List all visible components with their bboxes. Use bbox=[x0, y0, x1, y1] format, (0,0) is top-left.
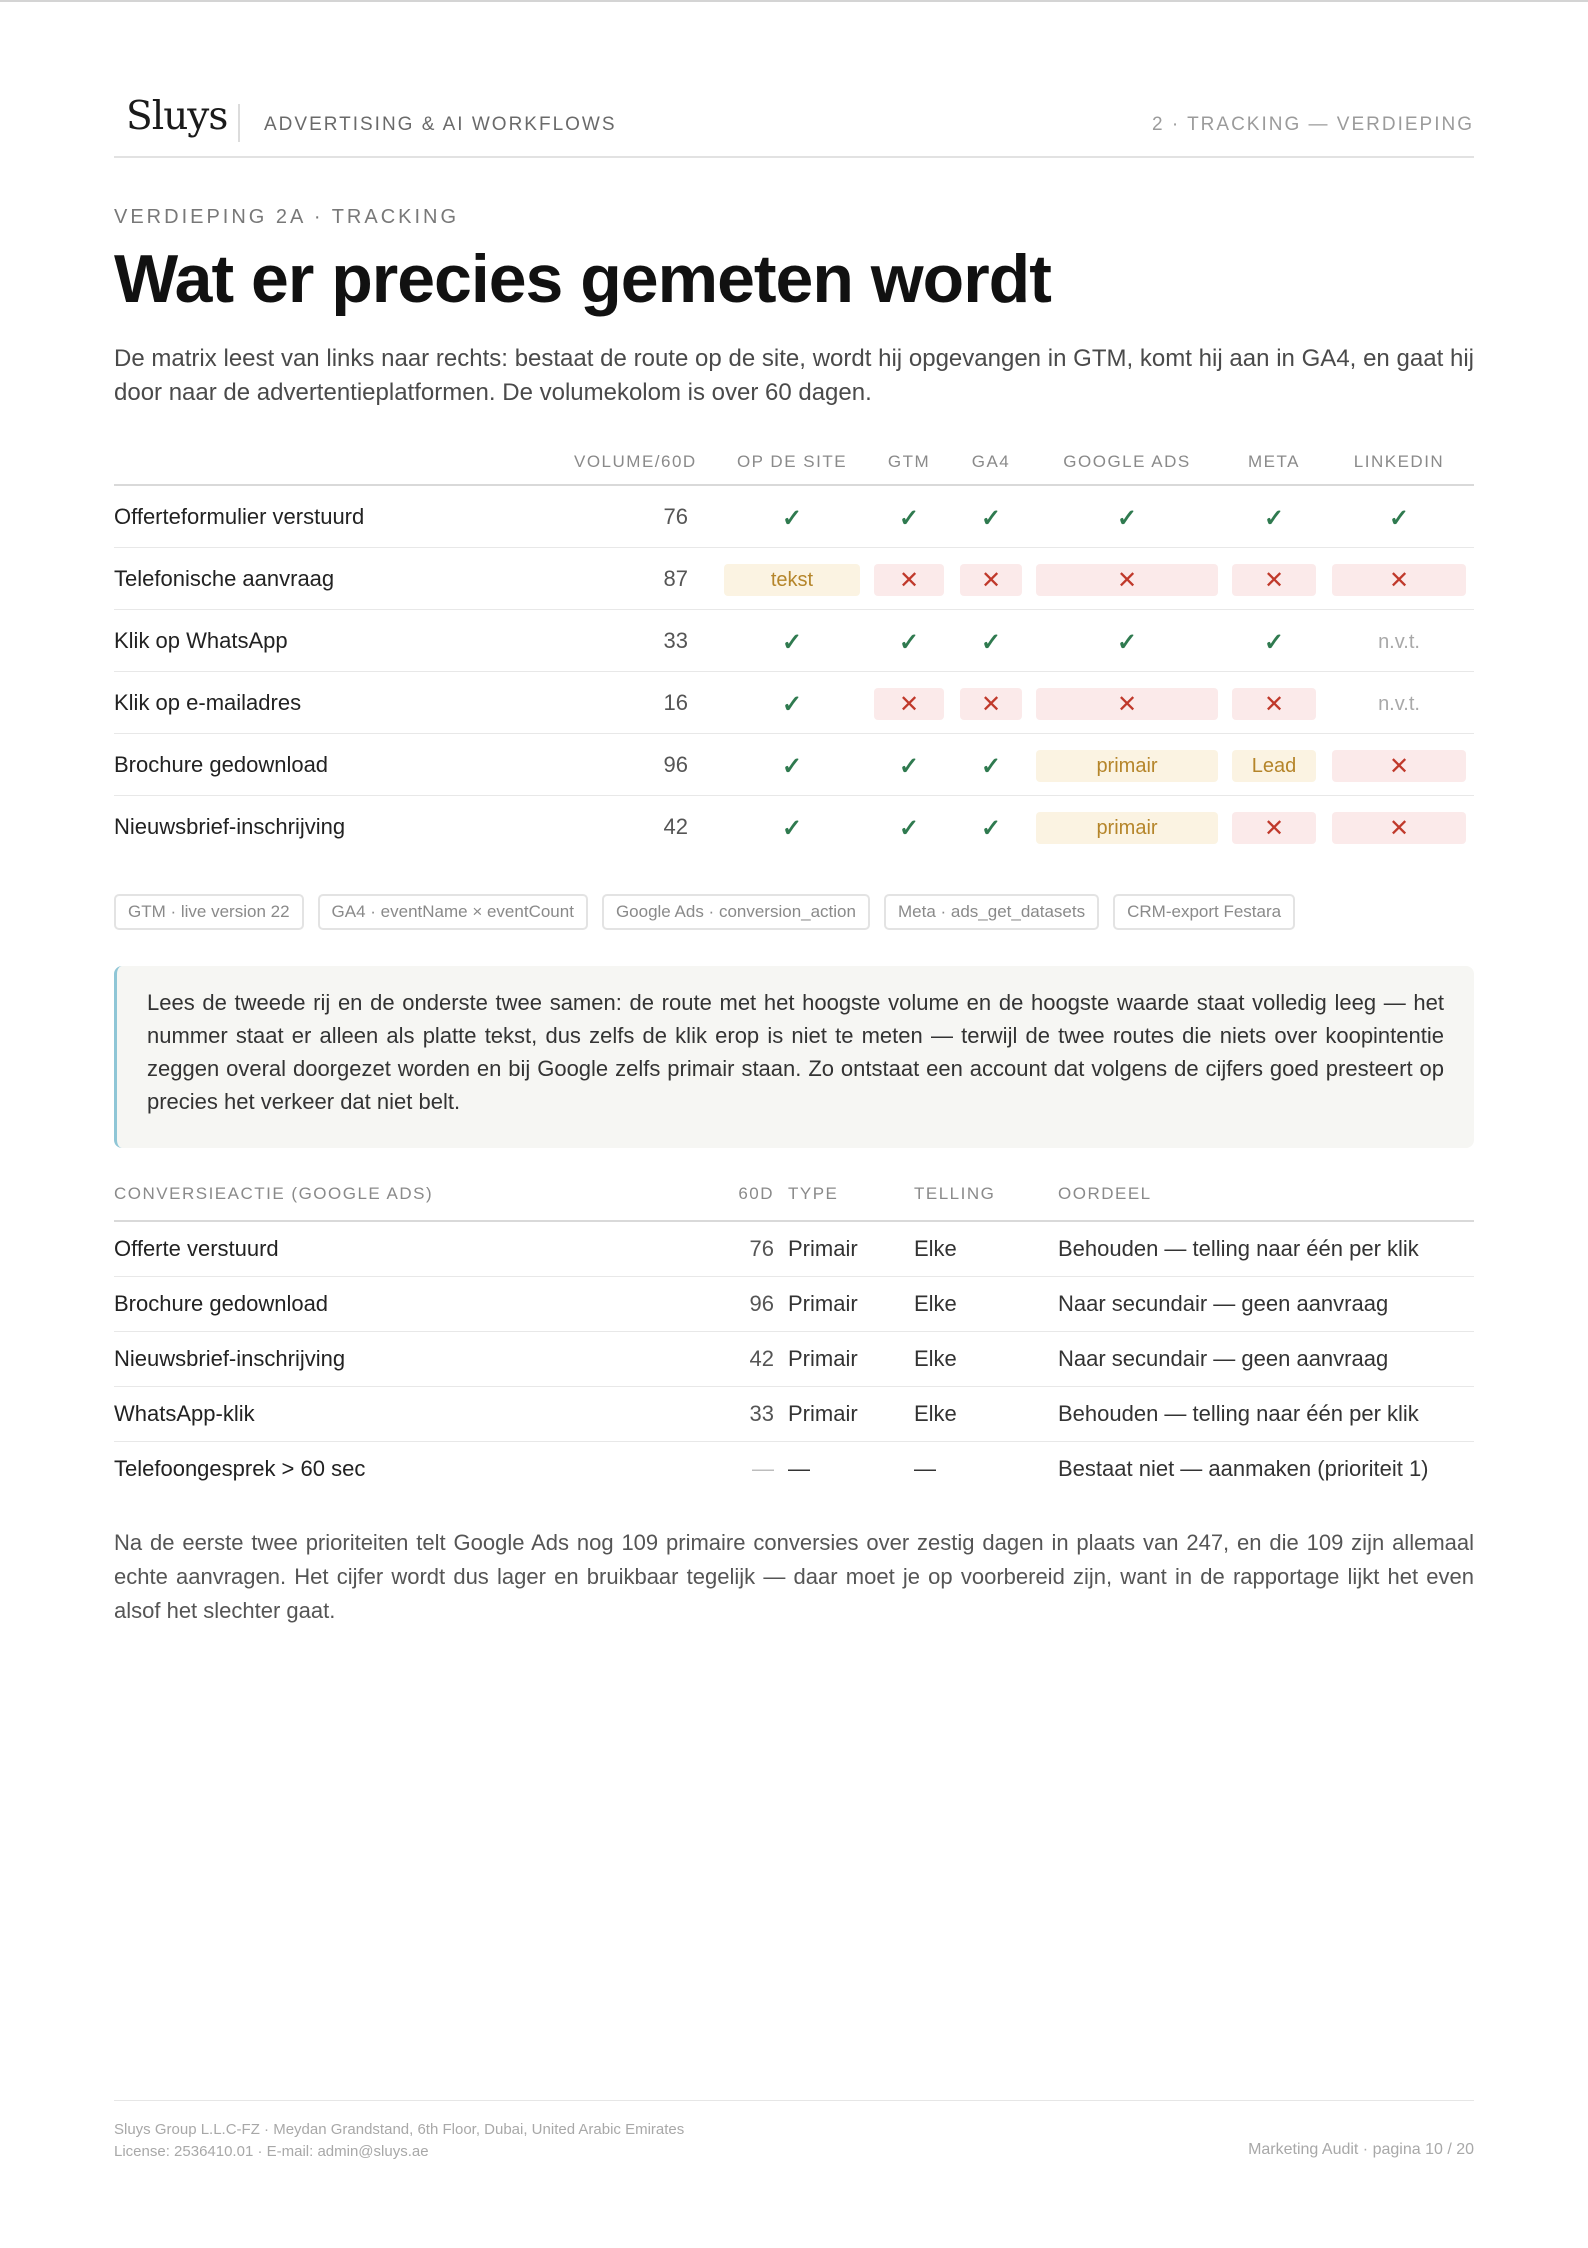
matrix-cell-gtm-cross-icon: ✕ bbox=[874, 564, 944, 596]
matrix-cell-gtm-check-icon: ✓ bbox=[898, 814, 920, 842]
matrix-row bbox=[114, 672, 1474, 734]
conversion-oordeel: Bestaat niet — aanmaken (prioriteit 1) bbox=[1058, 1456, 1429, 1481]
conversion-telling: Elke bbox=[914, 1401, 957, 1426]
matrix-cell-meta-cross-icon: ✕ bbox=[1232, 688, 1316, 720]
header-section-label: 2 · TRACKING — VERDIEPING bbox=[1151, 114, 1474, 135]
matrix-cell-gtm-check-icon: ✓ bbox=[898, 752, 920, 780]
matrix-cell-ga4-cross-icon: ✕ bbox=[960, 688, 1022, 720]
conversion-name: WhatsApp-klik bbox=[114, 1401, 255, 1426]
matrix-cell-meta-check-icon: ✓ bbox=[1263, 504, 1285, 532]
footer-page-number: Marketing Audit · pagina 10 / 20 bbox=[1248, 2141, 1474, 2158]
intro-paragraph: De matrix leest van links naar rechts: bestaat de route op de site, wordt hij opgevangen in GTM, komt hij aan in GA4, en gaat hij door naar de advertentieplatformen. De volumekolom is over 60 dagen. bbox=[114, 345, 1474, 406]
matrix-cell-meta: Lead bbox=[1232, 750, 1316, 782]
conversion-60d: — bbox=[752, 1456, 774, 1481]
footer-address: Sluys Group L.L.C-FZ · Meydan Grandstand, 6th Floor, Dubai, United Arabic Emirates bbox=[114, 2121, 685, 2138]
matrix-cell-google-ads-check-icon: ✓ bbox=[1116, 628, 1138, 656]
matrix-cell-ga4-check-icon: ✓ bbox=[980, 814, 1002, 842]
matrix-row-volume: 76 bbox=[663, 504, 688, 529]
matrix-cell-google-ads-check-icon: ✓ bbox=[1116, 504, 1138, 532]
matrix-cell-site: tekst bbox=[724, 564, 860, 596]
matrix-row-label: Offerteformulier verstuurd bbox=[114, 504, 365, 529]
insight-callout bbox=[114, 966, 1474, 1148]
conversion-telling: Elke bbox=[914, 1291, 957, 1316]
conversion-row bbox=[114, 1222, 1474, 1277]
conversion-body bbox=[114, 1222, 1474, 1497]
matrix-cell-gtm-check-icon: ✓ bbox=[898, 504, 920, 532]
matrix-row bbox=[114, 610, 1474, 672]
matrix-cell-site-check-icon: ✓ bbox=[781, 504, 803, 532]
conversion-oordeel: Behouden — telling naar één per klik bbox=[1058, 1236, 1419, 1261]
closing-paragraph: Na de eerste twee prioriteiten telt Google Ads nog 109 primaire conversies over zestig dagen in plaats van 247, en die 109 zijn allemaal echte aanvragen. Het cijfer wordt dus lager en bruikbaar tegelijk — daar moet je op voorbereid zijn, want in de rapportage lijkt het even alsof het slechter gaat. bbox=[114, 1530, 1474, 1623]
conv-header-60d: 60D bbox=[738, 1184, 774, 1203]
source-chip: Meta · ads_get_datasets bbox=[884, 894, 1099, 930]
matrix-cell-google-ads-cross-icon: ✕ bbox=[1036, 564, 1218, 596]
conversion-type: Primair bbox=[788, 1346, 858, 1371]
matrix-cell-linkedin-check-icon: ✓ bbox=[1388, 504, 1410, 532]
conversion-name: Nieuwsbrief-inschrijving bbox=[114, 1346, 346, 1371]
matrix-cell-ga4-cross-icon: ✕ bbox=[960, 564, 1022, 596]
conversion-type: Primair bbox=[788, 1236, 858, 1261]
conversion-type: Primair bbox=[788, 1401, 858, 1426]
footer-license: License: 2536410.01 · E-mail: admin@sluys.ae bbox=[114, 2143, 429, 2160]
conv-header-telling: TELLING bbox=[914, 1184, 996, 1203]
matrix-cell-linkedin-cross-icon: ✕ bbox=[1332, 812, 1466, 844]
conversion-60d: 96 bbox=[749, 1291, 774, 1316]
matrix-row bbox=[114, 548, 1474, 610]
source-chip: GTM · live version 22 bbox=[114, 894, 304, 930]
matrix-cell-meta-cross-icon: ✕ bbox=[1232, 812, 1316, 844]
matrix-cell-gtm-cross-icon: ✕ bbox=[874, 688, 944, 720]
header-divider bbox=[238, 104, 240, 142]
conversion-row bbox=[114, 1387, 1474, 1442]
conversion-60d: 42 bbox=[749, 1346, 774, 1371]
conversion-60d: 33 bbox=[749, 1401, 774, 1426]
matrix-cell-linkedin: n.v.t. bbox=[1378, 692, 1420, 715]
matrix-header-meta: META bbox=[1248, 452, 1300, 471]
matrix-cell-ga4-check-icon: ✓ bbox=[980, 628, 1002, 656]
conversion-oordeel: Naar secundair — geen aanvraag bbox=[1058, 1346, 1389, 1371]
matrix-row-volume: 96 bbox=[663, 752, 688, 777]
source-chips bbox=[114, 894, 1295, 930]
matrix-cell-ga4-check-icon: ✓ bbox=[980, 752, 1002, 780]
brand-logo: Sluys bbox=[126, 94, 228, 139]
matrix-row-volume: 87 bbox=[663, 566, 688, 591]
callout-text: Lees de tweede rij en de onderste twee samen: de route met het hoogste volume en de hoogste waarde staat volledig leeg — het nummer staat er alleen als platte tekst, dus zelfs de klik erop is niet te meten — terwijl de twee routes die niets over koopintentie zeggen overal doorgezet worden en bij Google zelfs primair staan. Zo ontstaat een account dat volgens de cijfers goed presteert op precies het verkeer dat niet belt. bbox=[147, 990, 1444, 1114]
source-chip: Google Ads · conversion_action bbox=[602, 894, 870, 930]
matrix-row-volume: 42 bbox=[663, 814, 688, 839]
matrix-cell-google-ads: primair bbox=[1036, 750, 1218, 782]
matrix-cell-google-ads: primair bbox=[1036, 812, 1218, 844]
header-tagline: ADVERTISING & AI WORKFLOWS bbox=[264, 114, 617, 135]
conversion-row bbox=[114, 1332, 1474, 1387]
footer-company-info bbox=[114, 2119, 684, 2163]
matrix-cell-ga4-check-icon: ✓ bbox=[980, 504, 1002, 532]
conversion-telling: — bbox=[914, 1456, 936, 1481]
matrix-cell-site-check-icon: ✓ bbox=[781, 814, 803, 842]
matrix-cell-google-ads-cross-icon: ✕ bbox=[1036, 688, 1218, 720]
matrix-header-gtm: GTM bbox=[887, 452, 931, 471]
conversion-type: — bbox=[788, 1456, 810, 1481]
matrix-row-label: Telefonische aanvraag bbox=[114, 566, 335, 591]
conversion-name: Brochure gedownload bbox=[114, 1291, 329, 1316]
conversion-name: Telefoongesprek > 60 sec bbox=[114, 1456, 366, 1481]
matrix-cell-site-check-icon: ✓ bbox=[781, 628, 803, 656]
matrix-header-linkedin: LINKEDIN bbox=[1353, 452, 1445, 471]
matrix-row-volume: 16 bbox=[663, 690, 688, 715]
conv-header-oordeel: OORDEEL bbox=[1058, 1184, 1152, 1203]
top-border bbox=[0, 0, 1588, 2]
conversion-telling: Elke bbox=[914, 1346, 957, 1371]
page-header bbox=[114, 92, 1474, 158]
matrix-row-label: Nieuwsbrief-inschrijving bbox=[114, 814, 346, 839]
source-chip: GA4 · eventName × eventCount bbox=[318, 894, 588, 930]
conversion-name: Offerte verstuurd bbox=[114, 1236, 279, 1261]
matrix-body bbox=[114, 486, 1474, 858]
matrix-cell-site-check-icon: ✓ bbox=[781, 752, 803, 780]
matrix-header-google-ads: GOOGLE ADS bbox=[1063, 452, 1191, 471]
matrix-row-label: Klik op WhatsApp bbox=[114, 628, 288, 653]
conv-header-name: CONVERSIEACTIE (GOOGLE ADS) bbox=[114, 1184, 434, 1203]
matrix-row bbox=[114, 734, 1474, 796]
matrix-header-volume: VOLUME/60D bbox=[574, 452, 697, 471]
page-footer bbox=[114, 2100, 1474, 2160]
matrix-cell-meta-check-icon: ✓ bbox=[1263, 628, 1285, 656]
conversion-telling: Elke bbox=[914, 1236, 957, 1261]
matrix-row-label: Klik op e-mailadres bbox=[114, 690, 302, 715]
matrix-header-row bbox=[114, 440, 1474, 486]
conversion-row bbox=[114, 1277, 1474, 1332]
matrix-cell-linkedin-cross-icon: ✕ bbox=[1332, 564, 1466, 596]
page-title: Wat er precies gemeten wordt bbox=[114, 241, 1051, 317]
conversion-60d: 76 bbox=[749, 1236, 774, 1261]
matrix-cell-linkedin: n.v.t. bbox=[1378, 630, 1420, 653]
matrix-cell-gtm-check-icon: ✓ bbox=[898, 628, 920, 656]
section-eyebrow: VERDIEPING 2A · TRACKING bbox=[114, 206, 460, 228]
matrix-header-ga4: GA4 bbox=[971, 452, 1011, 471]
matrix-row bbox=[114, 796, 1474, 858]
matrix-row-label: Brochure gedownload bbox=[114, 752, 329, 777]
matrix-row-volume: 33 bbox=[663, 628, 688, 653]
conversion-type: Primair bbox=[788, 1291, 858, 1316]
matrix-cell-site-check-icon: ✓ bbox=[781, 690, 803, 718]
conversion-header-row bbox=[114, 1176, 1474, 1222]
matrix-header-site: OP DE SITE bbox=[736, 452, 848, 471]
matrix-cell-linkedin-cross-icon: ✕ bbox=[1332, 750, 1466, 782]
matrix-row bbox=[114, 486, 1474, 548]
conversion-table bbox=[114, 1176, 1474, 1497]
matrix-cell-meta-cross-icon: ✕ bbox=[1232, 564, 1316, 596]
conversion-oordeel: Behouden — telling naar één per klik bbox=[1058, 1401, 1419, 1426]
conversion-row bbox=[114, 1442, 1474, 1497]
tracking-matrix bbox=[114, 440, 1474, 858]
conversion-oordeel: Naar secundair — geen aanvraag bbox=[1058, 1291, 1389, 1316]
conv-header-type: TYPE bbox=[788, 1184, 839, 1203]
source-chip: CRM-export Festara bbox=[1113, 894, 1295, 930]
